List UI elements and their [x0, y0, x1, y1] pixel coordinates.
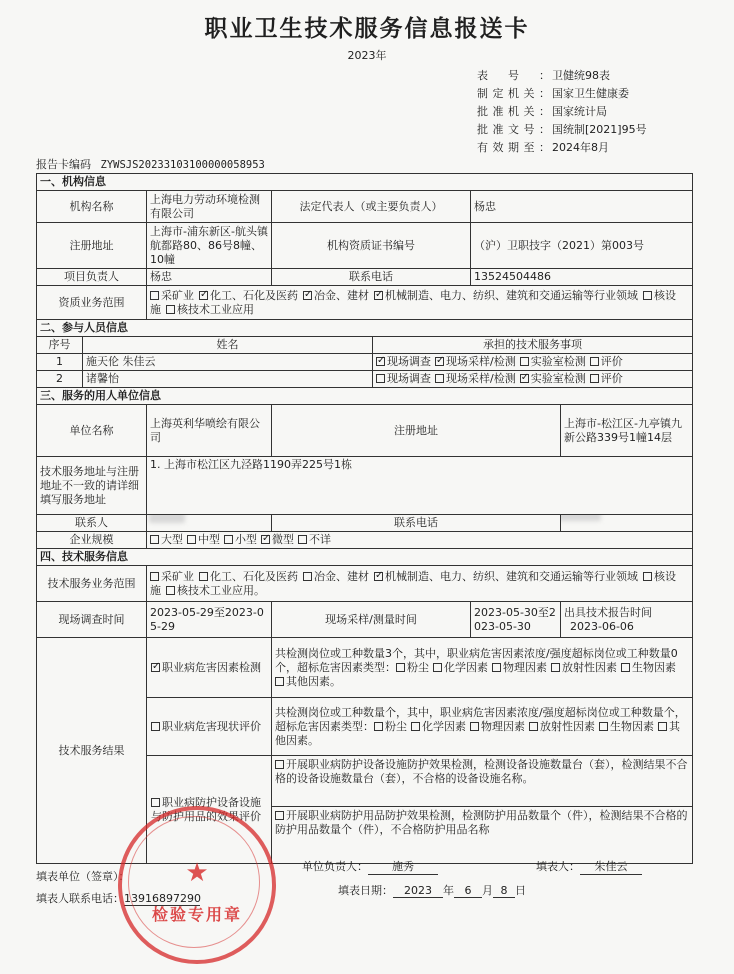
- checkbox-option[interactable]: [224, 533, 257, 546]
- checkbox-label: 机械制造、电力、纺织、建筑和交通运输等行业领域: [385, 288, 638, 302]
- checkbox-option[interactable]: [199, 289, 298, 302]
- meta-row: [477, 121, 647, 139]
- checkbox-label: 核设施: [150, 288, 676, 316]
- unchecked-box-icon[interactable]: [520, 357, 529, 366]
- checkbox-option[interactable]: [520, 355, 586, 368]
- meta-value: 卫健统98表: [552, 69, 610, 82]
- checkbox-label: 粉尘: [407, 660, 429, 674]
- meta-row: [477, 85, 647, 103]
- checkbox-option[interactable]: [520, 372, 586, 385]
- checkbox-option[interactable]: [590, 372, 623, 385]
- checkbox-label: 生物因素: [610, 719, 654, 733]
- cert-label: 机构资质证书编号: [272, 223, 471, 269]
- section-2-heading: 二、参与人员信息: [37, 320, 693, 337]
- header-name: 姓名: [83, 337, 373, 354]
- meta-value: 2024年8月: [552, 141, 609, 154]
- unchecked-box-icon[interactable]: [166, 586, 175, 595]
- checkbox-label: 核技术工业应用: [177, 302, 254, 316]
- org-name: 上海电力劳动环境检测有限公司: [147, 191, 272, 223]
- unchecked-box-icon[interactable]: [199, 572, 208, 581]
- checkbox-label: 微型: [272, 533, 294, 546]
- checkbox-option[interactable]: [187, 533, 220, 546]
- checkbox-option[interactable]: [199, 570, 298, 583]
- unchecked-box-icon[interactable]: [224, 535, 233, 544]
- header-tasks: 承担的技术服务事项: [373, 337, 693, 354]
- filler: 填表人： 朱佳云: [536, 858, 642, 875]
- checkbox-label: 化学因素: [444, 660, 488, 674]
- r3b-checkbox[interactable]: [275, 811, 284, 820]
- checkbox-label: 中型: [198, 533, 220, 546]
- r3-detail: [272, 756, 693, 864]
- checkbox-label: 核技术工业应用。: [177, 583, 265, 597]
- service-scope: [147, 566, 693, 602]
- manager-label: 项目负责人: [37, 269, 147, 286]
- checkbox-label: 实验室检测: [530, 355, 586, 368]
- meta-key: 批准文号：: [477, 123, 550, 136]
- enterprise-size: [147, 532, 693, 549]
- checkbox-label: 生物因素: [632, 660, 676, 674]
- staff-row: 2 诸馨怡 现场调查 现场采样/检测✓ 实验室检测 评价: [37, 371, 693, 388]
- checkbox-option[interactable]: [492, 661, 547, 674]
- staff-row: 1 施天伦 朱佳云 ✓ 现场调查✓ 现场采样/检测 实验室检测 评价: [37, 354, 693, 371]
- checkbox-option[interactable]: [396, 661, 429, 674]
- form-year: 2023年: [347, 49, 387, 62]
- section-4-heading: 四、技术服务信息: [37, 549, 693, 566]
- unchecked-box-icon[interactable]: [643, 291, 652, 300]
- unchecked-box-icon[interactable]: [303, 572, 312, 581]
- unchecked-box-icon[interactable]: [396, 663, 405, 672]
- meta-value: 国家卫生健康委: [552, 87, 629, 100]
- unchecked-box-icon[interactable]: [150, 535, 159, 544]
- checkbox-label: 小型: [235, 533, 257, 546]
- checkbox-option[interactable]: [166, 303, 254, 316]
- section-1-heading: 一、机构信息: [37, 174, 693, 191]
- legal-rep: 杨忠: [471, 191, 693, 223]
- contact-person: [147, 515, 272, 532]
- checkbox-option[interactable]: [275, 675, 341, 688]
- org-name-label: 机构名称: [37, 191, 147, 223]
- meta-key: 制定机关：: [477, 87, 550, 100]
- checkbox-option[interactable]: [529, 720, 595, 733]
- unit-phone: [561, 515, 693, 532]
- checkbox-label: 放射性因素: [562, 660, 617, 674]
- checkbox-option[interactable]: [150, 533, 183, 546]
- qualification-scope: [147, 286, 693, 320]
- r3-label-cell: 职业病防护设备设施与防护用品的效果评价: [147, 756, 272, 864]
- checkbox-label: 评价: [600, 355, 623, 368]
- checkbox-label: 实验室检测: [530, 372, 586, 385]
- seal-star-icon: ★: [185, 858, 209, 888]
- service-address: 1. 上海市松江区九泾路1190弄225号1栋: [147, 457, 693, 515]
- r2-checkbox[interactable]: [151, 722, 160, 731]
- checkbox-option[interactable]: [599, 720, 654, 733]
- meta-key: 表号：: [477, 69, 550, 82]
- r1-checkbox[interactable]: [151, 663, 160, 672]
- staff-tasks: [373, 371, 693, 388]
- checkbox-option[interactable]: [435, 355, 516, 368]
- checkbox-option[interactable]: [374, 570, 638, 583]
- meta-value: 国统制[2021]95号: [552, 123, 647, 136]
- result-text: 共检测岗位或工种数量个，其中，职业病危害因素浓度/强度超标岗位或工种数量个，超标危害因素类型：: [275, 705, 686, 733]
- scope-label: 资质业务范围: [37, 286, 147, 320]
- official-seal: [118, 806, 276, 964]
- checkbox-option[interactable]: [374, 720, 407, 733]
- header-no: 序号: [37, 337, 83, 354]
- unchecked-box-icon[interactable]: [275, 677, 284, 686]
- checkbox-option[interactable]: [166, 584, 265, 597]
- unchecked-box-icon[interactable]: [411, 722, 420, 731]
- checkbox-label: 大型: [161, 533, 183, 546]
- address-label: 注册地址: [37, 223, 147, 269]
- checkbox-label: 化学因素: [422, 719, 466, 733]
- checked-box-icon[interactable]: [261, 535, 270, 544]
- sampling-time-label: 现场采样/测量时间: [272, 602, 471, 638]
- checked-box-icon[interactable]: [435, 357, 444, 366]
- checkbox-label: 现场调查: [387, 372, 431, 385]
- checkbox-option[interactable]: [411, 720, 466, 733]
- unit-address-label: 注册地址: [272, 405, 561, 457]
- checkbox-label: 其他因素。: [275, 719, 680, 747]
- checked-box-icon[interactable]: [199, 291, 208, 300]
- survey-time-label: 现场调查时间: [37, 602, 147, 638]
- checkbox-label: 评价: [600, 372, 623, 385]
- unchecked-box-icon[interactable]: [150, 291, 159, 300]
- unchecked-box-icon[interactable]: [433, 663, 442, 672]
- checked-box-icon[interactable]: [303, 291, 312, 300]
- result-text: 共检测岗位或工种数量3个，其中，职业病危害因素浓度/强度超标岗位或工种数量0个，超标危害因素类型：: [275, 646, 678, 674]
- r3a-text: 开展职业病防护设备设施防护效果检测，检测设备设施数量台（套），检测结果不合格的设备设施数量台（套），不合格的设备设施名称。: [272, 756, 692, 807]
- checked-box-icon[interactable]: [520, 374, 529, 383]
- checkbox-option[interactable]: [376, 372, 431, 385]
- unchecked-box-icon[interactable]: [529, 722, 538, 731]
- service-address-label: 技术服务地址与注册地址不一致的请详细填写服务地址: [37, 457, 147, 515]
- unchecked-box-icon[interactable]: [599, 722, 608, 731]
- manager: 杨忠: [147, 269, 272, 286]
- sampling-time: 2023-05-30至2023-05-30: [471, 602, 561, 638]
- survey-time: 2023-05-29至2023-05-29: [147, 602, 272, 638]
- card-code: 报告卡编码 ZYWSJS20233103100000058953: [36, 158, 265, 171]
- org-address: 上海市-浦东新区-航头镇航都路80、86号8幢、10幢: [147, 223, 272, 269]
- r1-label-cell: ✓职业病危害因素检测: [147, 638, 272, 698]
- checkbox-label: 冶金、建材: [314, 569, 369, 583]
- unchecked-box-icon[interactable]: [643, 572, 652, 581]
- report-time: 2023-06-06: [570, 619, 634, 633]
- checkbox-label: 化工、石化及医药: [210, 288, 298, 302]
- staff-tasks: [373, 354, 693, 371]
- checkbox-label: 放射性因素: [540, 719, 595, 733]
- report-time-label: 出具技术报告时间: [564, 605, 652, 619]
- r3a-checkbox[interactable]: [275, 760, 284, 769]
- checked-box-icon[interactable]: [374, 291, 383, 300]
- contact-label: 联系人: [37, 515, 147, 532]
- unchecked-box-icon[interactable]: [470, 722, 479, 731]
- result-label: 技术服务结果: [37, 638, 147, 864]
- cert-number: （沪）卫职技字（2021）第003号: [471, 223, 693, 269]
- unchecked-box-icon[interactable]: [492, 663, 501, 672]
- checkbox-label: 现场调查: [387, 355, 431, 368]
- checkbox-option[interactable]: [298, 533, 331, 546]
- org-phone: 13524504486: [471, 269, 693, 286]
- filler-phone: 填表人联系电话：13916897290: [36, 892, 201, 905]
- form-meta: [477, 67, 647, 157]
- unit-name-label: 单位名称: [37, 405, 147, 457]
- unit-address: 上海市-松江区-九亭镇九新公路339号1幢14层: [561, 405, 693, 457]
- meta-row: [477, 139, 647, 157]
- unchecked-box-icon[interactable]: [590, 357, 599, 366]
- unchecked-box-icon[interactable]: [166, 305, 175, 314]
- unit-phone-label: 联系电话: [272, 515, 561, 532]
- meta-key: 有效期至：: [477, 141, 550, 154]
- unchecked-box-icon[interactable]: [590, 374, 599, 383]
- checkbox-label: 不详: [309, 533, 331, 546]
- meta-row: [477, 103, 647, 121]
- r3b-text: 开展职业病防护用品防护效果检测，检测防护用品数量个（件），检测结果不合格的防护用品数量个（件），不合格防护用品名称: [275, 809, 688, 836]
- service-scope-label: 技术服务业务范围: [37, 566, 147, 602]
- checkbox-option[interactable]: [433, 661, 488, 674]
- checked-box-icon[interactable]: [374, 572, 383, 581]
- form-title: 职业卫生技术服务信息报送卡: [204, 15, 530, 42]
- size-label: 企业规模: [37, 532, 147, 549]
- checkbox-option[interactable]: [303, 289, 369, 302]
- checkbox-label: 核设施: [150, 569, 676, 597]
- unit-head: 单位负责人： 施秀: [302, 858, 438, 875]
- checkbox-option[interactable]: [376, 355, 431, 368]
- checkbox-option[interactable]: [150, 570, 194, 583]
- checkbox-label: 机械制造、电力、纺织、建筑和交通运输等行业领域: [385, 569, 638, 583]
- checkbox-option[interactable]: [261, 533, 294, 546]
- staff-name: 诸馨怡: [83, 371, 373, 388]
- unchecked-box-icon[interactable]: [298, 535, 307, 544]
- unchecked-box-icon[interactable]: [435, 374, 444, 383]
- unit-name: 上海英利华喷绘有限公司: [147, 405, 272, 457]
- report-time-cell: [561, 602, 693, 638]
- r3-checkbox[interactable]: [151, 798, 160, 807]
- checkbox-option[interactable]: [435, 372, 516, 385]
- checkbox-option[interactable]: [150, 289, 194, 302]
- checkbox-label: 现场采样/检测: [446, 355, 516, 368]
- checkbox-label: 其他因素。: [286, 674, 341, 688]
- checkbox-option[interactable]: [374, 289, 638, 302]
- checkbox-option[interactable]: [590, 355, 623, 368]
- unchecked-box-icon[interactable]: [187, 535, 196, 544]
- checkbox-label: 粉尘: [385, 719, 407, 733]
- staff-name: 施天伦 朱佳云: [83, 354, 373, 371]
- unit-sign-label: 填表单位（签章）：: [36, 870, 130, 883]
- meta-row: [477, 67, 647, 85]
- meta-key: 批准机关：: [477, 105, 550, 118]
- unchecked-box-icon[interactable]: [551, 663, 560, 672]
- checkbox-label: 现场采样/检测: [446, 372, 516, 385]
- checkbox-label: 采矿业: [161, 569, 194, 583]
- phone-label: 联系电话: [272, 269, 471, 286]
- r1-detail: [272, 638, 693, 698]
- r2-detail: [272, 698, 693, 756]
- unchecked-box-icon[interactable]: [374, 722, 383, 731]
- meta-value: 国家统计局: [552, 105, 607, 118]
- r2-label-cell: 职业病危害现状评价: [147, 698, 272, 756]
- checkbox-option[interactable]: [470, 720, 525, 733]
- unchecked-box-icon[interactable]: [658, 722, 667, 731]
- fill-date: 填表日期： 2023 年 6 月 8 日: [338, 884, 526, 897]
- checkbox-label: 采矿业: [161, 288, 194, 302]
- unchecked-box-icon[interactable]: [150, 572, 159, 581]
- checkbox-option[interactable]: [303, 570, 369, 583]
- legal-rep-label: 法定代表人（或主要负责人）: [272, 191, 471, 223]
- report-table: [36, 173, 693, 864]
- unchecked-box-icon[interactable]: [376, 374, 385, 383]
- seal-text: 检验专用章: [151, 905, 242, 924]
- unchecked-box-icon[interactable]: [621, 663, 630, 672]
- checkbox-option[interactable]: [621, 661, 676, 674]
- checkbox-label: 冶金、建材: [314, 288, 369, 302]
- checkbox-label: 化工、石化及医药: [210, 569, 298, 583]
- checked-box-icon[interactable]: [376, 357, 385, 366]
- checkbox-label: 物理因素: [481, 719, 525, 733]
- checkbox-option[interactable]: [551, 661, 617, 674]
- checkbox-label: 物理因素: [503, 660, 547, 674]
- section-3-heading: 三、服务的用人单位信息: [37, 388, 693, 405]
